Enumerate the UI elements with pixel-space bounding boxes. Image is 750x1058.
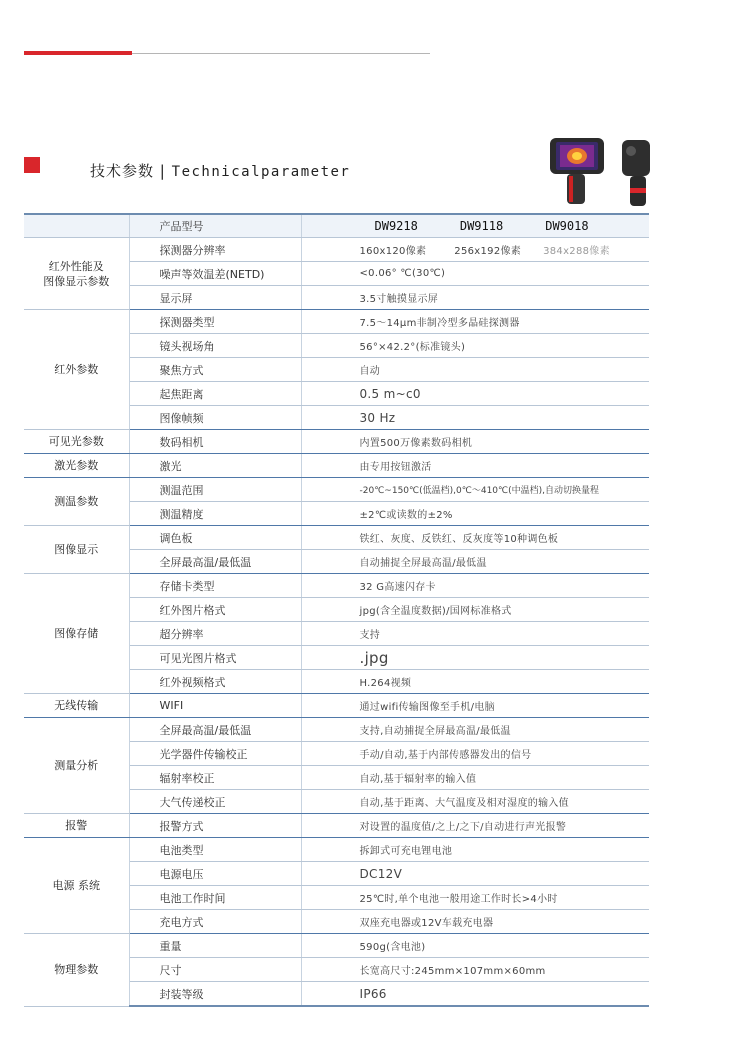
param-cell: 探测器分辨率 xyxy=(129,238,301,262)
value-cell: 0.5 m~c0 xyxy=(301,382,649,406)
param-cell: 图像帧频 xyxy=(129,406,301,430)
value-cell: 内置500万像素数码相机 xyxy=(301,430,649,454)
table-row xyxy=(24,934,649,958)
category-cell: 电源 系统 xyxy=(24,838,129,934)
value-cell: 自动 xyxy=(301,358,649,382)
table-row xyxy=(24,694,649,718)
param-cell: 封装等级 xyxy=(129,982,301,1007)
table-row xyxy=(24,814,649,838)
top-accent-line xyxy=(24,51,132,55)
table-header-row xyxy=(24,214,649,238)
value-cell: 拆卸式可充电锂电池 xyxy=(301,838,649,862)
param-cell: 超分辨率 xyxy=(129,622,301,646)
value-cell: H.264视频 xyxy=(301,670,649,694)
table-row xyxy=(24,454,649,478)
param-cell: 显示屏 xyxy=(129,286,301,310)
model-name: DW9218 xyxy=(374,219,418,233)
value-cell: 手动/自动,基于内部传感器发出的信号 xyxy=(301,742,649,766)
category-cell: 激光参数 xyxy=(24,454,129,478)
category-cell: 红外参数 xyxy=(24,310,129,430)
param-cell: 红外视频格式 xyxy=(129,670,301,694)
param-cell: 可见光图片格式 xyxy=(129,646,301,670)
value-cell: 支持 xyxy=(301,622,649,646)
value-cell: ±2℃或读数的±2% xyxy=(301,502,649,526)
param-cell: 尺寸 xyxy=(129,958,301,982)
param-cell: 存储卡类型 xyxy=(129,574,301,598)
title-separator: | xyxy=(159,162,166,180)
value-cell: 支持,自动捕捉全屏最高温/最低温 xyxy=(301,718,649,742)
table-row xyxy=(24,574,649,598)
value-cell: 自动,基于辐射率的输入值 xyxy=(301,766,649,790)
param-cell: 电池类型 xyxy=(129,838,301,862)
param-cell: 聚焦方式 xyxy=(129,358,301,382)
value-cell: -20℃~150℃(低温档),0℃～410℃(中温档),自动切换量程 xyxy=(301,478,649,502)
value-cell: jpg(含全温度数据)/国网标准格式 xyxy=(301,598,649,622)
value-cell: 25℃时,单个电池一般用途工作时长>4小时 xyxy=(301,886,649,910)
param-cell: 测温范围 xyxy=(129,478,301,502)
category-cell: 物理参数 xyxy=(24,934,129,1007)
value-cell: 铁红、灰度、反铁红、反灰度等10种调色板 xyxy=(301,526,649,550)
param-cell: 调色板 xyxy=(129,526,301,550)
model-name: DW9118 xyxy=(459,219,504,233)
value-cell: 590g(含电池) xyxy=(301,934,649,958)
param-cell: 探测器类型 xyxy=(129,310,301,334)
value-cell: IP66 xyxy=(301,982,649,1007)
model-name: DW9018 xyxy=(545,219,589,233)
table-row xyxy=(24,478,649,502)
table-row xyxy=(24,838,649,862)
param-cell: 充电方式 xyxy=(129,910,301,934)
spec-table xyxy=(24,213,649,1007)
page-title xyxy=(90,160,350,181)
param-cell: 大气传递校正 xyxy=(129,790,301,814)
thermal-camera-back-icon xyxy=(618,138,654,210)
param-cell: 光学器件传输校正 xyxy=(129,742,301,766)
param-cell: 辐射率校正 xyxy=(129,766,301,790)
header-label: 产品型号 xyxy=(129,214,301,238)
title-en: Technicalparameter xyxy=(171,164,351,180)
value-cell: 自动,基于距离、大气温度及相对湿度的输入值 xyxy=(301,790,649,814)
param-cell: 电源电压 xyxy=(129,862,301,886)
category-cell: 测温参数 xyxy=(24,478,129,526)
param-cell: 电池工作时间 xyxy=(129,886,301,910)
top-divider-line xyxy=(132,53,430,54)
category-cell: 图像显示 xyxy=(24,526,129,574)
value-cell xyxy=(301,238,649,262)
resolution-value: 256x192像素 xyxy=(454,246,522,257)
value-cell: 双座充电器或12V车载充电器 xyxy=(301,910,649,934)
resolution-value: 384x288像素 xyxy=(543,246,610,257)
param-cell: 激光 xyxy=(129,454,301,478)
value-cell: 32 G高速闪存卡 xyxy=(301,574,649,598)
value-cell: 自动捕捉全屏最高温/最低温 xyxy=(301,550,649,574)
category-cell: 无线传输 xyxy=(24,694,129,718)
table-row xyxy=(24,430,649,454)
table-row xyxy=(24,526,649,550)
value-cell: 56°×42.2°(标准镜头) xyxy=(301,334,649,358)
category-cell: 报警 xyxy=(24,814,129,838)
category-cell: 测量分析 xyxy=(24,718,129,814)
value-cell: 通过wifi传输图像至手机/电脑 xyxy=(301,694,649,718)
param-cell: 镜头视场角 xyxy=(129,334,301,358)
category-cell: 图像存储 xyxy=(24,574,129,694)
category-cell: 可见光参数 xyxy=(24,430,129,454)
value-cell: .jpg xyxy=(301,646,649,670)
param-cell: 测温精度 xyxy=(129,502,301,526)
resolution-value: 160x120像素 xyxy=(359,246,427,257)
value-cell: 7.5～14μm非制冷型多晶硅探测器 xyxy=(301,310,649,334)
param-cell: 数码相机 xyxy=(129,430,301,454)
param-cell: 重量 xyxy=(129,934,301,958)
table-row xyxy=(24,310,649,334)
value-cell: <0.06° ℃(30℃) xyxy=(301,262,649,286)
category-cell: 红外性能及 图像显示参数 xyxy=(24,238,129,310)
value-cell: 由专用按钮激活 xyxy=(301,454,649,478)
table-row xyxy=(24,238,649,262)
param-cell: 噪声等效温差(NETD) xyxy=(129,262,301,286)
param-cell: 报警方式 xyxy=(129,814,301,838)
thermal-camera-front-icon xyxy=(548,136,606,208)
title-marker-icon xyxy=(24,157,40,173)
value-cell: 30 Hz xyxy=(301,406,649,430)
param-cell: 起焦距离 xyxy=(129,382,301,406)
param-cell: 全屏最高温/最低温 xyxy=(129,718,301,742)
param-cell: WIFI xyxy=(129,694,301,718)
title-cn: 技术参数 xyxy=(90,162,155,180)
value-cell: 长宽高尺寸:245mm×107mm×60mm xyxy=(301,958,649,982)
header-empty-cell xyxy=(24,214,129,238)
models-cell xyxy=(301,214,649,238)
table-row xyxy=(24,718,649,742)
value-cell: 3.5寸触摸显示屏 xyxy=(301,286,649,310)
param-cell: 全屏最高温/最低温 xyxy=(129,550,301,574)
value-cell: 对设置的温度值/之上/之下/自动进行声光报警 xyxy=(301,814,649,838)
value-cell: DC12V xyxy=(301,862,649,886)
param-cell: 红外图片格式 xyxy=(129,598,301,622)
